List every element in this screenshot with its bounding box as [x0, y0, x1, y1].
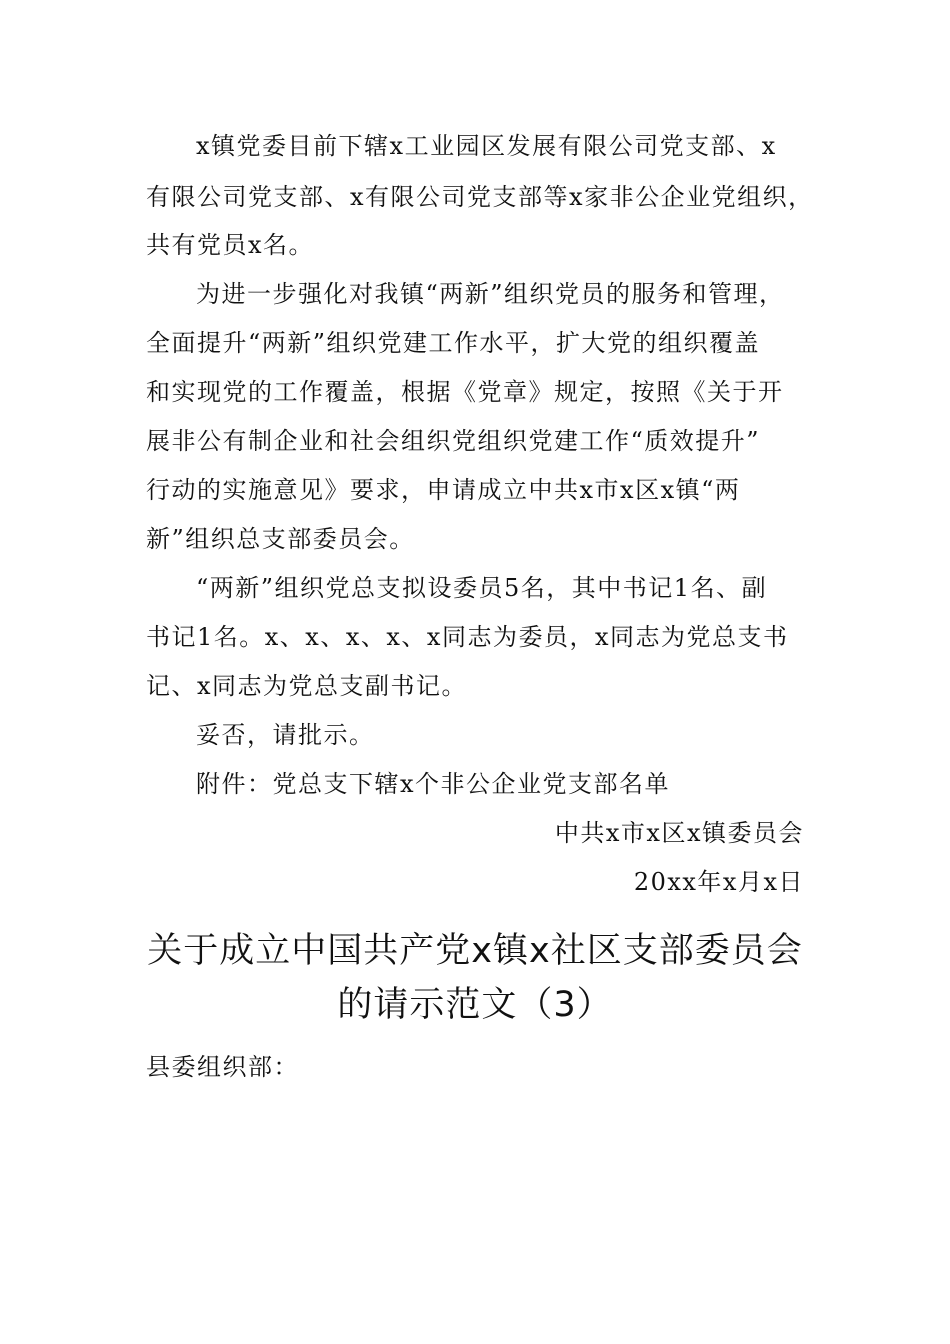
paragraph-2-line-1: 为进一步强化对我镇“两新”组织党员的服务和管理， [196, 280, 785, 308]
salutation: 县委组织部： [146, 1053, 299, 1081]
signature-date: 20xx年x月x日 [633, 868, 804, 896]
signature-organization: 中共x市x区x镇委员会 [554, 819, 804, 847]
paragraph-1-line-1: x镇党委目前下辖x工业园区发展有限公司党支部、x [196, 132, 777, 160]
paragraph-3-line-3: 记、x同志为党总支副书记。 [146, 672, 468, 700]
paragraph-2-line-6: 新”组织总支部委员会。 [146, 525, 415, 553]
document-title-line-2: 的请示范文（3） [337, 985, 613, 1025]
paragraph-2-line-2: 全面提升“两新”组织党建工作水平，扩大党的组织覆盖 [146, 329, 761, 357]
paragraph-2-line-3: 和实现党的工作覆盖，根据《党章》规定，按照《关于开 [146, 378, 784, 406]
paragraph-2-line-4: 展非公有制企业和社会组织党组织党建工作“质效提升” [146, 427, 761, 455]
paragraph-3-line-1: “两新”组织党总支拟设委员5名，其中书记1名、副 [196, 574, 768, 602]
paragraph-1-line-2: 有限公司党支部、x有限公司党支部等x家非公企业党组织， [146, 183, 814, 211]
paragraph-3-line-2: 书记1名。x、x、x、x、x同志为委员，x同志为党总支书 [146, 623, 789, 651]
paragraph-1-line-3: 共有党员x名。 [146, 231, 315, 259]
document-title-line-1: 关于成立中国共产党x镇x社区支部委员会 [147, 931, 803, 971]
paragraph-2-line-5: 行动的实施意见》要求，申请成立中共x市x区x镇“两 [146, 476, 741, 504]
attachment-line: 附件：党总支下辖x个非公企业党支部名单 [196, 770, 671, 798]
request-approval-line: 妥否，请批示。 [196, 721, 375, 749]
